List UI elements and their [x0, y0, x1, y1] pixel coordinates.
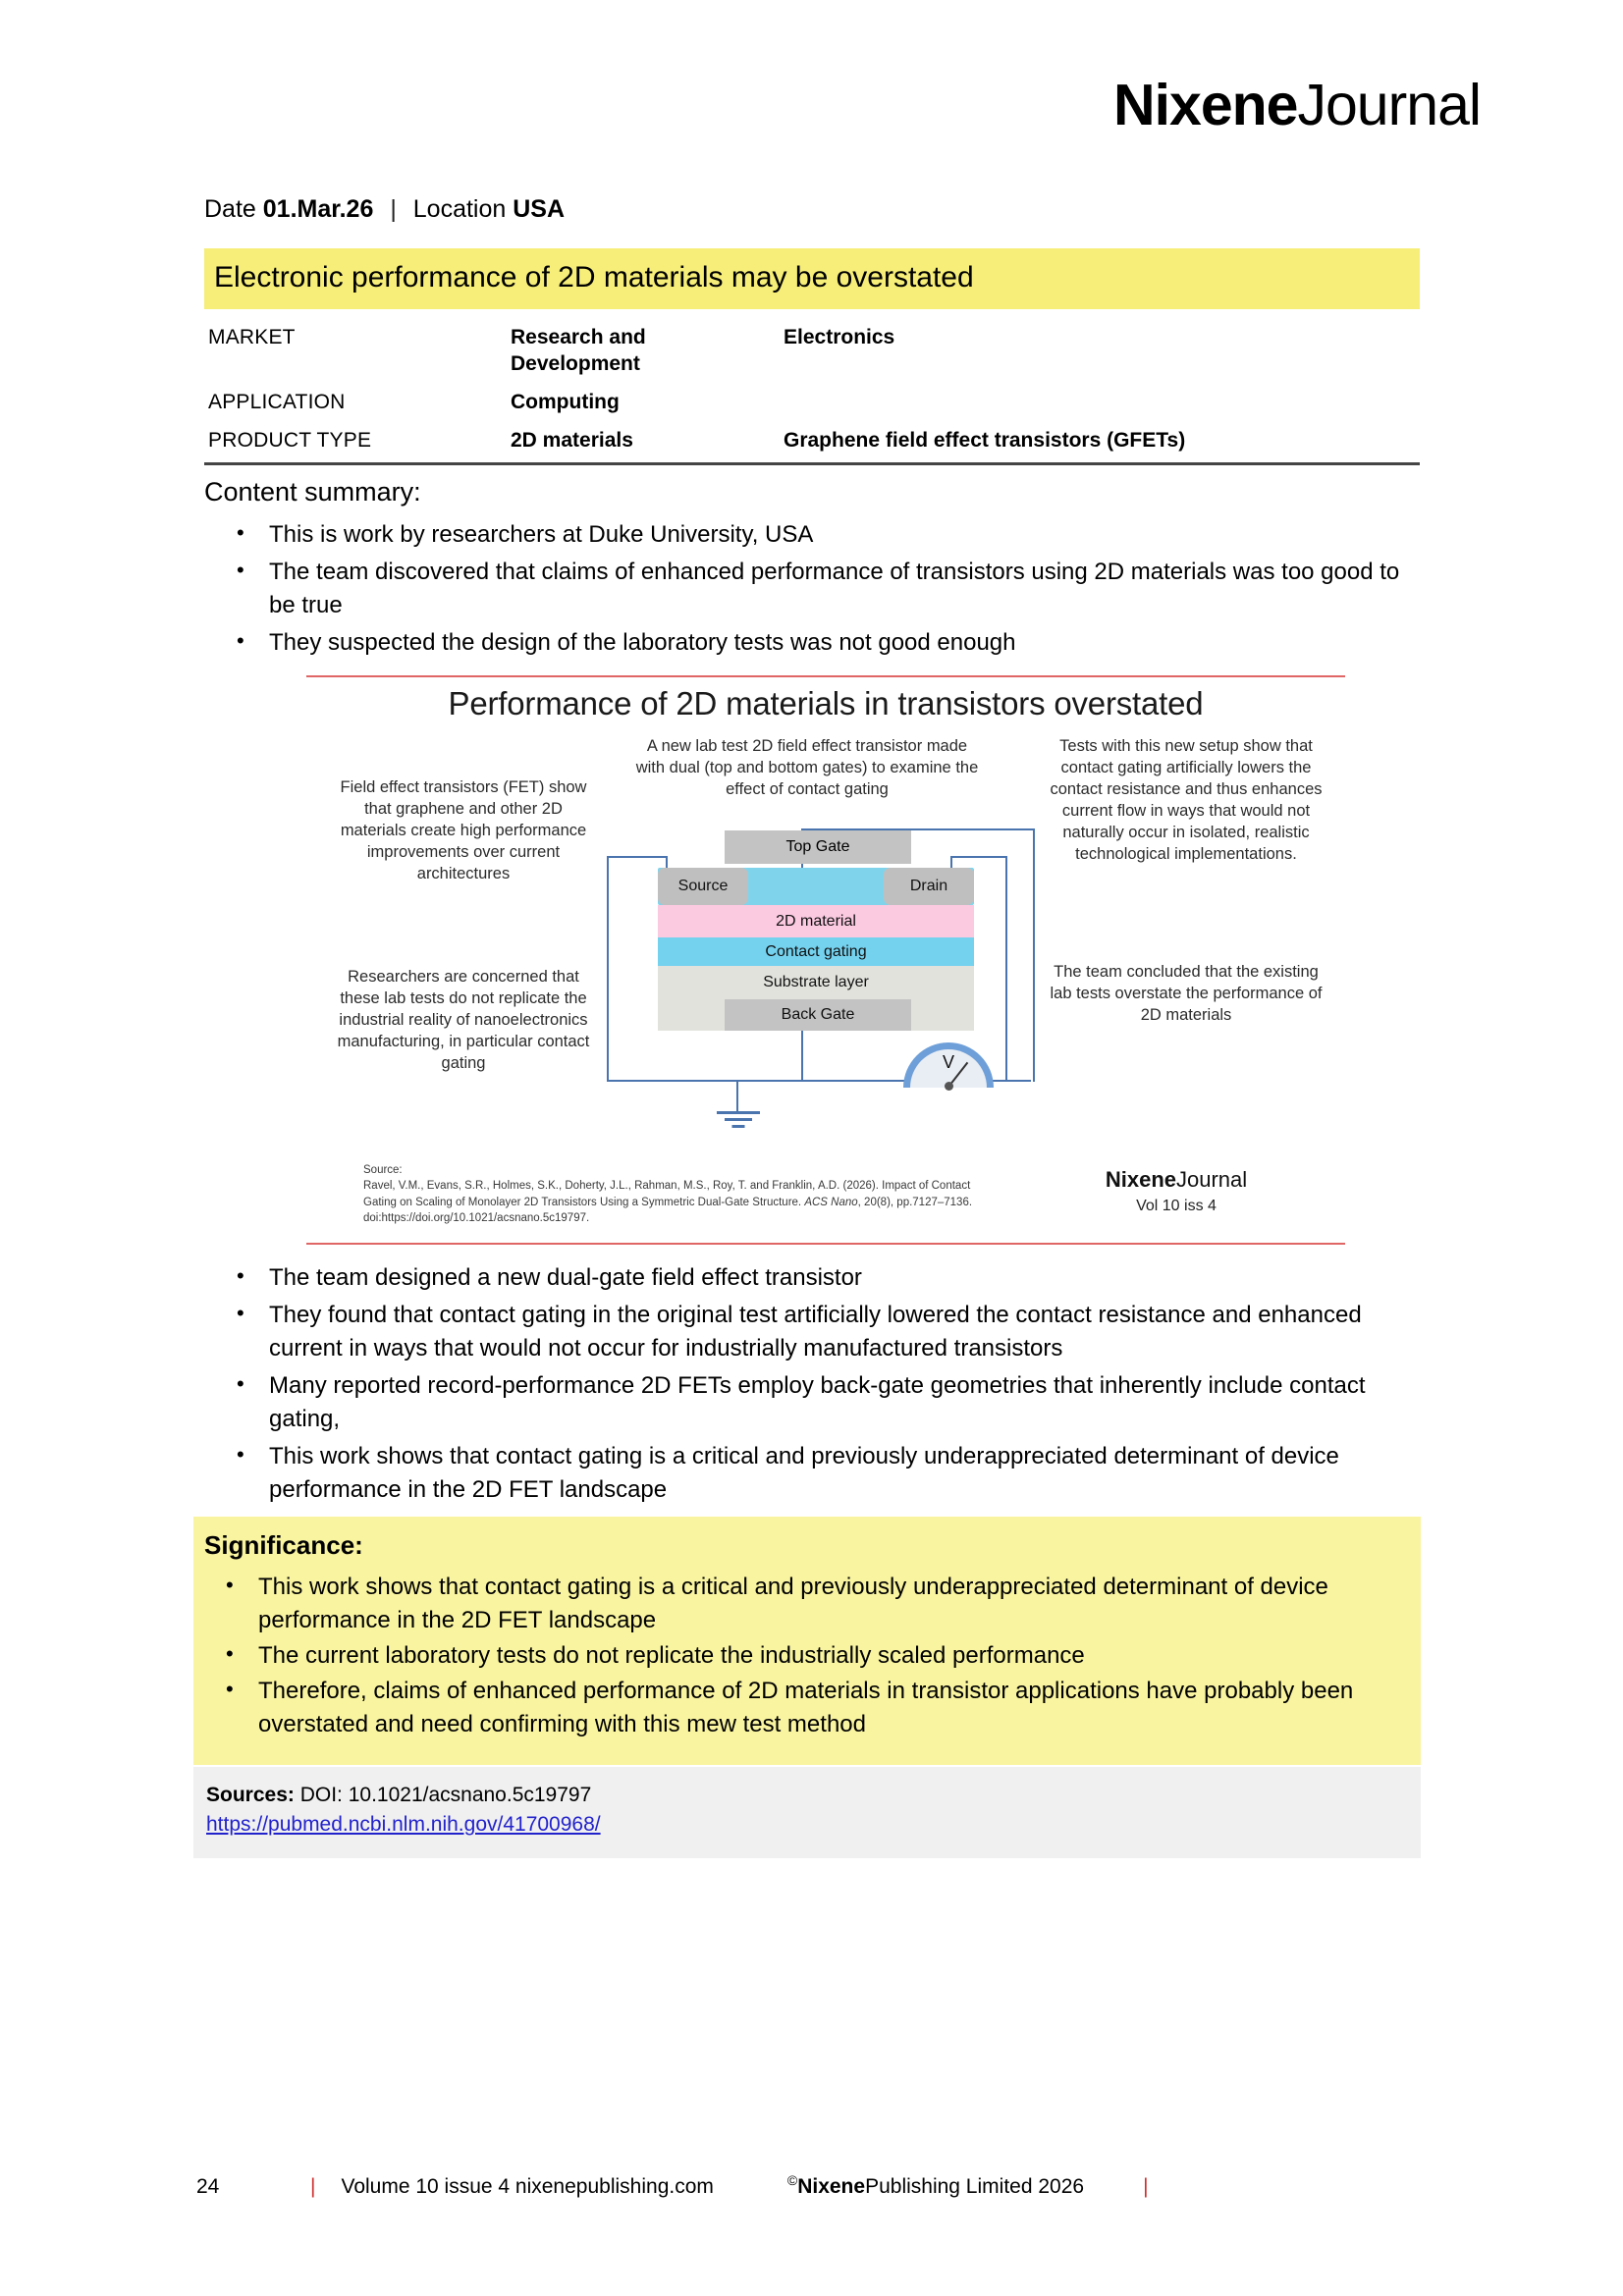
- figure-right-text-1: Tests with this new setup show that contact gating artificially lowers the contact resistance and thus enhances current flow in ways that would not naturally occur in isolated, realistic technological implementations.: [1050, 737, 1323, 863]
- figure-brand-light: Journal: [1176, 1167, 1248, 1192]
- table-row: [204, 384, 1420, 422]
- figure-source-citation: [363, 1162, 992, 1226]
- significance-heading: Significance:: [204, 1530, 363, 1560]
- meta-value-product-primary: 2D materials: [507, 422, 780, 463]
- date-value: 01.Mar.26: [262, 195, 374, 223]
- list-item: • They found that contact gating in the original test artificially lowered the contact resistance and enhanced current in ways that would not occur for industrially manufactured transistors: [204, 1299, 1420, 1365]
- metadata-table: [204, 319, 1420, 465]
- sources-section: [193, 1767, 1421, 1858]
- meta-key-market: MARKET: [208, 326, 296, 348]
- meta-value-market-secondary: Electronics: [784, 326, 895, 348]
- wire-right-outer: [1033, 828, 1035, 1082]
- layer-contact-gating-label: Contact gating: [765, 943, 867, 960]
- layer-top-gate: [725, 830, 911, 864]
- figure-bottom-rule: [306, 1243, 1345, 1245]
- copyright-symbol: ©: [786, 2172, 798, 2188]
- copyright-rest: Publishing Limited 2026: [865, 2175, 1085, 2198]
- location-value: USA: [513, 195, 566, 223]
- figure-brand-logo: [1029, 1166, 1324, 1194]
- page-footer: [196, 2172, 1424, 2199]
- meta-value-product-secondary: Graphene field effect transistors (GFETs): [780, 422, 1420, 463]
- sources-doi-line: [206, 1781, 1421, 1810]
- footer-end-separator: |: [1143, 2175, 1149, 2198]
- layer-channel-row: [658, 868, 974, 905]
- list-item: • This work shows that contact gating is a critical and previously underappreciated determinant of device performance in the 2D FET landscape: [204, 1440, 1420, 1507]
- meta-value-application-primary: Computing: [511, 390, 620, 413]
- infographic-figure: [306, 675, 1345, 1245]
- figure-title: Performance of 2D materials in transistors overstated: [448, 685, 1204, 721]
- citation-journal-name: ACS Nano: [804, 1196, 858, 1208]
- sources-doi: DOI: 10.1021/acsnano.5c19797: [299, 1784, 592, 1806]
- layer-2d-material: [658, 905, 974, 937]
- sources-label: Sources:: [206, 1784, 295, 1806]
- dateline: [204, 194, 1420, 224]
- voltmeter-icon: [903, 1042, 994, 1090]
- masthead-bold-text: Nixene: [1113, 73, 1298, 137]
- electrode-drain: Drain: [884, 868, 974, 905]
- page-title: Electronic performance of 2D materials may be overstated: [204, 248, 1420, 309]
- figure-left-text-2: Researchers are concerned that these lab tests do not replicate the industrial reality of nanoelectronics manufacturing, in particular contact gating: [337, 968, 590, 1072]
- significance-list: [193, 1571, 1421, 1741]
- list-item: • The current laboratory tests do not replicate the industrially scaled performance: [193, 1639, 1421, 1673]
- dateline-separator: |: [390, 195, 397, 223]
- list-item: • The team discovered that claims of enhanced performance of transistors using 2D materials was too good to be true: [204, 556, 1420, 622]
- figure-left-text-1: Field effect transistors (FET) show that graphene and other 2D materials create high performance improvements over current architectures: [340, 778, 587, 882]
- wire-backgate-stem: [801, 1031, 803, 1082]
- list-item: • They suspected the design of the laboratory tests was not good enough: [204, 626, 1420, 660]
- wire-ground-stem: [736, 1080, 738, 1113]
- transistor-diagram: [599, 823, 1041, 1147]
- layer-back-gate: [725, 999, 911, 1031]
- footer-page-number: 24: [196, 2175, 220, 2198]
- copyright-brand: Nixene: [797, 2175, 866, 2198]
- list-item: • Therefore, claims of enhanced performance of 2D materials in transistor applications have probably been overstated and need confirming with this mew test method: [193, 1675, 1421, 1741]
- voltmeter-pivot: [945, 1082, 953, 1091]
- footer-copyright: [787, 2172, 1084, 2199]
- electrode-source: Source: [658, 868, 748, 905]
- figure-brand-bold: Nixene: [1105, 1167, 1176, 1192]
- masthead-light-text: Journal: [1297, 73, 1481, 137]
- wire-left-top: [607, 856, 668, 858]
- location-label: Location: [412, 195, 507, 223]
- layer-top-gate-label: Top Gate: [785, 838, 850, 855]
- table-row: [204, 319, 1420, 384]
- figure-brand: [1029, 1166, 1324, 1216]
- figure-right-text-2: The team concluded that the existing lab tests overstate the performance of 2D materials: [1050, 963, 1323, 1024]
- footer-volume-text: Volume 10 issue 4 nixenepublishing.com: [341, 2175, 714, 2198]
- meta-value-application-secondary: [780, 384, 1420, 422]
- ground-icon: [709, 1111, 768, 1131]
- layer-contact-gating: [658, 937, 974, 966]
- figure-citation-text: [363, 1178, 992, 1226]
- meta-key-product-type: PRODUCT TYPE: [204, 422, 507, 463]
- list-item: • This is work by researchers at Duke University, USA: [204, 518, 1420, 552]
- citation-part-2: , 20(8), pp.7127–7136. doi:https://doi.org/10.1021/acsnano.5c19797.: [363, 1196, 973, 1224]
- figure-top-rule: [306, 675, 1345, 677]
- figure-source-label: Source:: [363, 1164, 403, 1176]
- meta-key-application: APPLICATION: [208, 390, 346, 413]
- figure-top-middle-text: A new lab test 2D field effect transistor made with dual (top and bottom gates) to examine the effect of contact gating: [635, 737, 979, 798]
- citation-part-1: Ravel, V.M., Evans, S.R., Holmes, S.K., Doherty, J.L., Rahman, M.S., Roy, T. and Franklin, A.D. (2026). Impact of Contact Gating on Scaling of Monolayer 2D Transistors Using a Symmetric Dual-Gate Structure.: [363, 1180, 971, 1208]
- footer-separator: |: [310, 2175, 316, 2198]
- masthead-logo: [1113, 73, 1481, 137]
- content-summary-heading: Content summary:: [204, 477, 421, 507]
- wire-left-vertical: [607, 856, 609, 1082]
- list-item: • Many reported record-performance 2D FETs employ back-gate geometries that inherently include contact gating,: [204, 1369, 1420, 1436]
- layer-2d-material-label: 2D material: [776, 913, 856, 930]
- list-item: • The team designed a new dual-gate field effect transistor: [204, 1261, 1420, 1295]
- list-item: • This work shows that contact gating is a critical and previously underappreciated determinant of device performance in the 2D FET landscape: [193, 1571, 1421, 1637]
- figure-volume-issue: Vol 10 iss 4: [1136, 1197, 1217, 1214]
- mid-bullet-list: [204, 1261, 1420, 1512]
- wire-drain-run: [950, 856, 1007, 858]
- layer-back-gate-label: Back Gate: [781, 1006, 855, 1023]
- significance-section: [193, 1517, 1421, 1765]
- voltmeter-label: V: [942, 1052, 954, 1072]
- meta-value-market-primary: Research and Development: [511, 326, 646, 375]
- table-row: [204, 422, 1420, 463]
- layer-substrate-label: Substrate layer: [763, 974, 869, 990]
- date-label: Date: [204, 195, 256, 223]
- content-summary-list: [204, 518, 1420, 664]
- wire-right-inner: [1005, 856, 1007, 1082]
- sources-link[interactable]: https://pubmed.ncbi.nlm.nih.gov/41700968/: [206, 1813, 601, 1837]
